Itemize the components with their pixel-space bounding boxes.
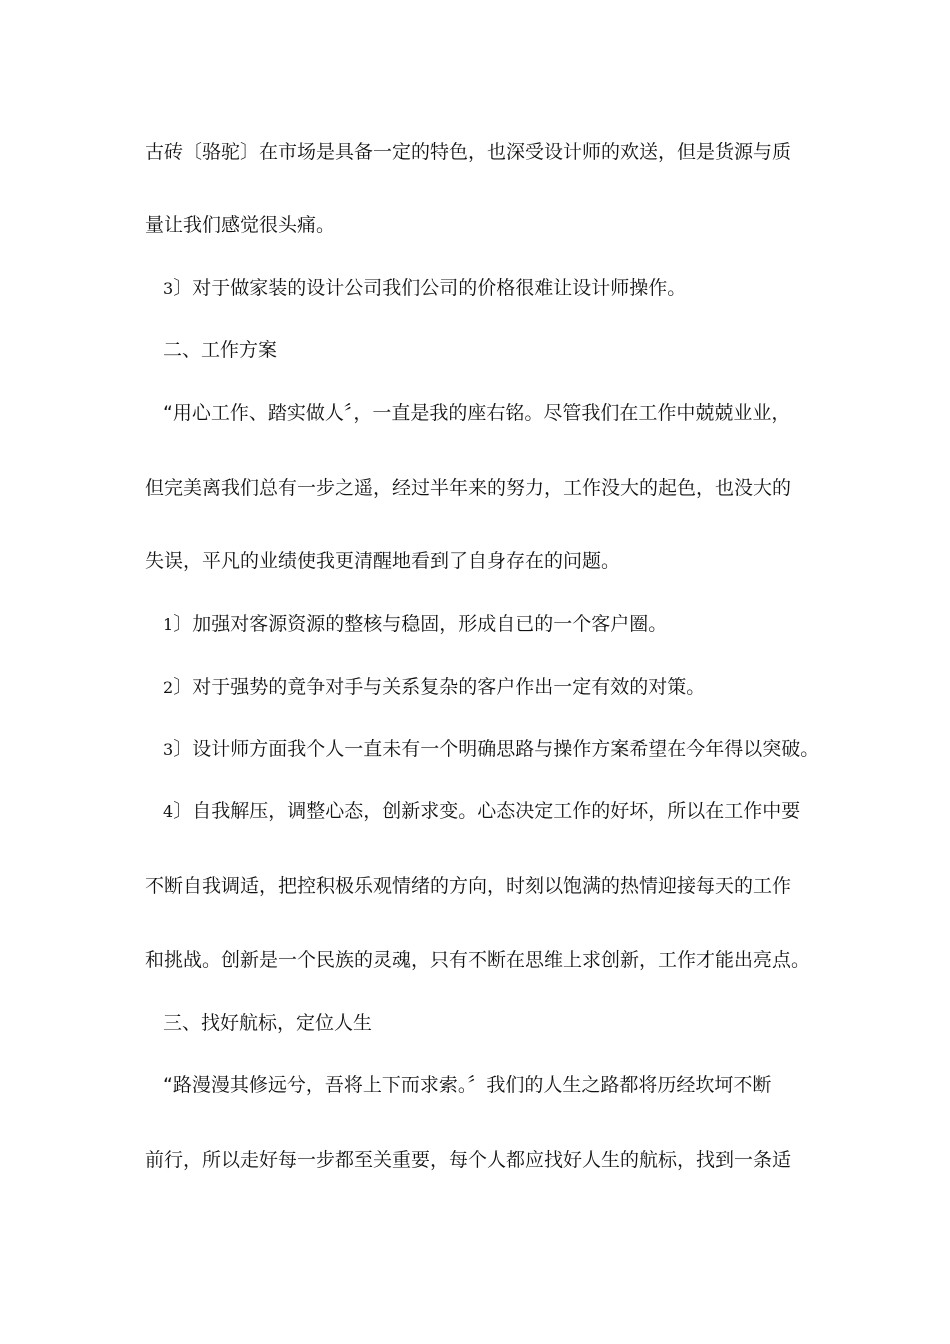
list-item-number: 3 xyxy=(163,279,174,298)
line-text: 不断自我调适，把控积极乐观情绪的方向，时刻以饱满的热情迎接每天的工作 xyxy=(145,875,792,897)
list-item xyxy=(163,737,819,762)
list-item-number: 3 xyxy=(163,740,174,759)
list-item-text: 〕设计师方面我个人一直未有一个明确思路与操作方案希望在今年得以突破。 xyxy=(173,738,820,760)
section-heading xyxy=(163,1011,372,1035)
line-text: “用心工作、踏实做人〞，一直是我的座右铭。尽管我们在工作中兢兢业业， xyxy=(163,402,791,424)
paragraph-line xyxy=(145,948,810,972)
list-item-number: 1 xyxy=(163,615,174,634)
line-text: 古砖〔骆驼〕在市场是具备一定的特色，也深受设计师的欢送，但是货源与质 xyxy=(145,141,792,163)
section-heading-text: 二、工作方案 xyxy=(163,339,278,361)
section-heading-text: 三、找好航标，定位人生 xyxy=(163,1012,373,1034)
list-item-text: 〕加强对客源资源的整核与稳固，形成自已的一个客户圈。 xyxy=(173,613,668,635)
list-item-number: 4 xyxy=(163,802,174,821)
list-item-text: 〕对于做家装的设计公司我们公司的价格很难让设计师操作。 xyxy=(173,277,687,299)
paragraph-line xyxy=(163,401,790,425)
list-item-text: 〕自我解压，调整心态，创新求变。心态决定工作的好坏，所以在工作中要 xyxy=(173,800,801,822)
list-item xyxy=(163,612,667,637)
paragraph-line xyxy=(145,140,791,164)
list-item xyxy=(163,799,800,824)
paragraph-line xyxy=(145,476,791,500)
paragraph-line xyxy=(145,1148,791,1172)
line-text: 和挑战。创新是一个民族的灵魂，只有不断在思维上求创新，工作才能出亮点。 xyxy=(145,949,811,971)
paragraph-line xyxy=(163,1073,771,1097)
paragraph-line xyxy=(145,213,335,237)
paragraph-line xyxy=(145,549,620,573)
list-item xyxy=(163,276,686,301)
line-text: 失误，平凡的业绩使我更清醒地看到了自身存在的问题。 xyxy=(145,550,621,572)
line-text: 前行，所以走好每一步都至关重要，每个人都应找好人生的航标，找到一条适 xyxy=(145,1149,792,1171)
paragraph-line xyxy=(145,874,791,898)
line-text: 量让我们感觉很头痛。 xyxy=(145,214,336,236)
line-text: 但完美离我们总有一步之遥，经过半年来的努力，工作没大的起色，也没大的 xyxy=(145,477,792,499)
list-item-text: 〕对于强势的竟争对手与关系复杂的客户作出一定有效的对策。 xyxy=(173,676,706,698)
line-text: “路漫漫其修远兮，吾将上下而求索。〞我们的人生之路都将历经坎坷不断 xyxy=(163,1074,772,1096)
list-item xyxy=(163,675,705,700)
list-item-number: 2 xyxy=(163,678,174,697)
section-heading xyxy=(163,338,277,362)
